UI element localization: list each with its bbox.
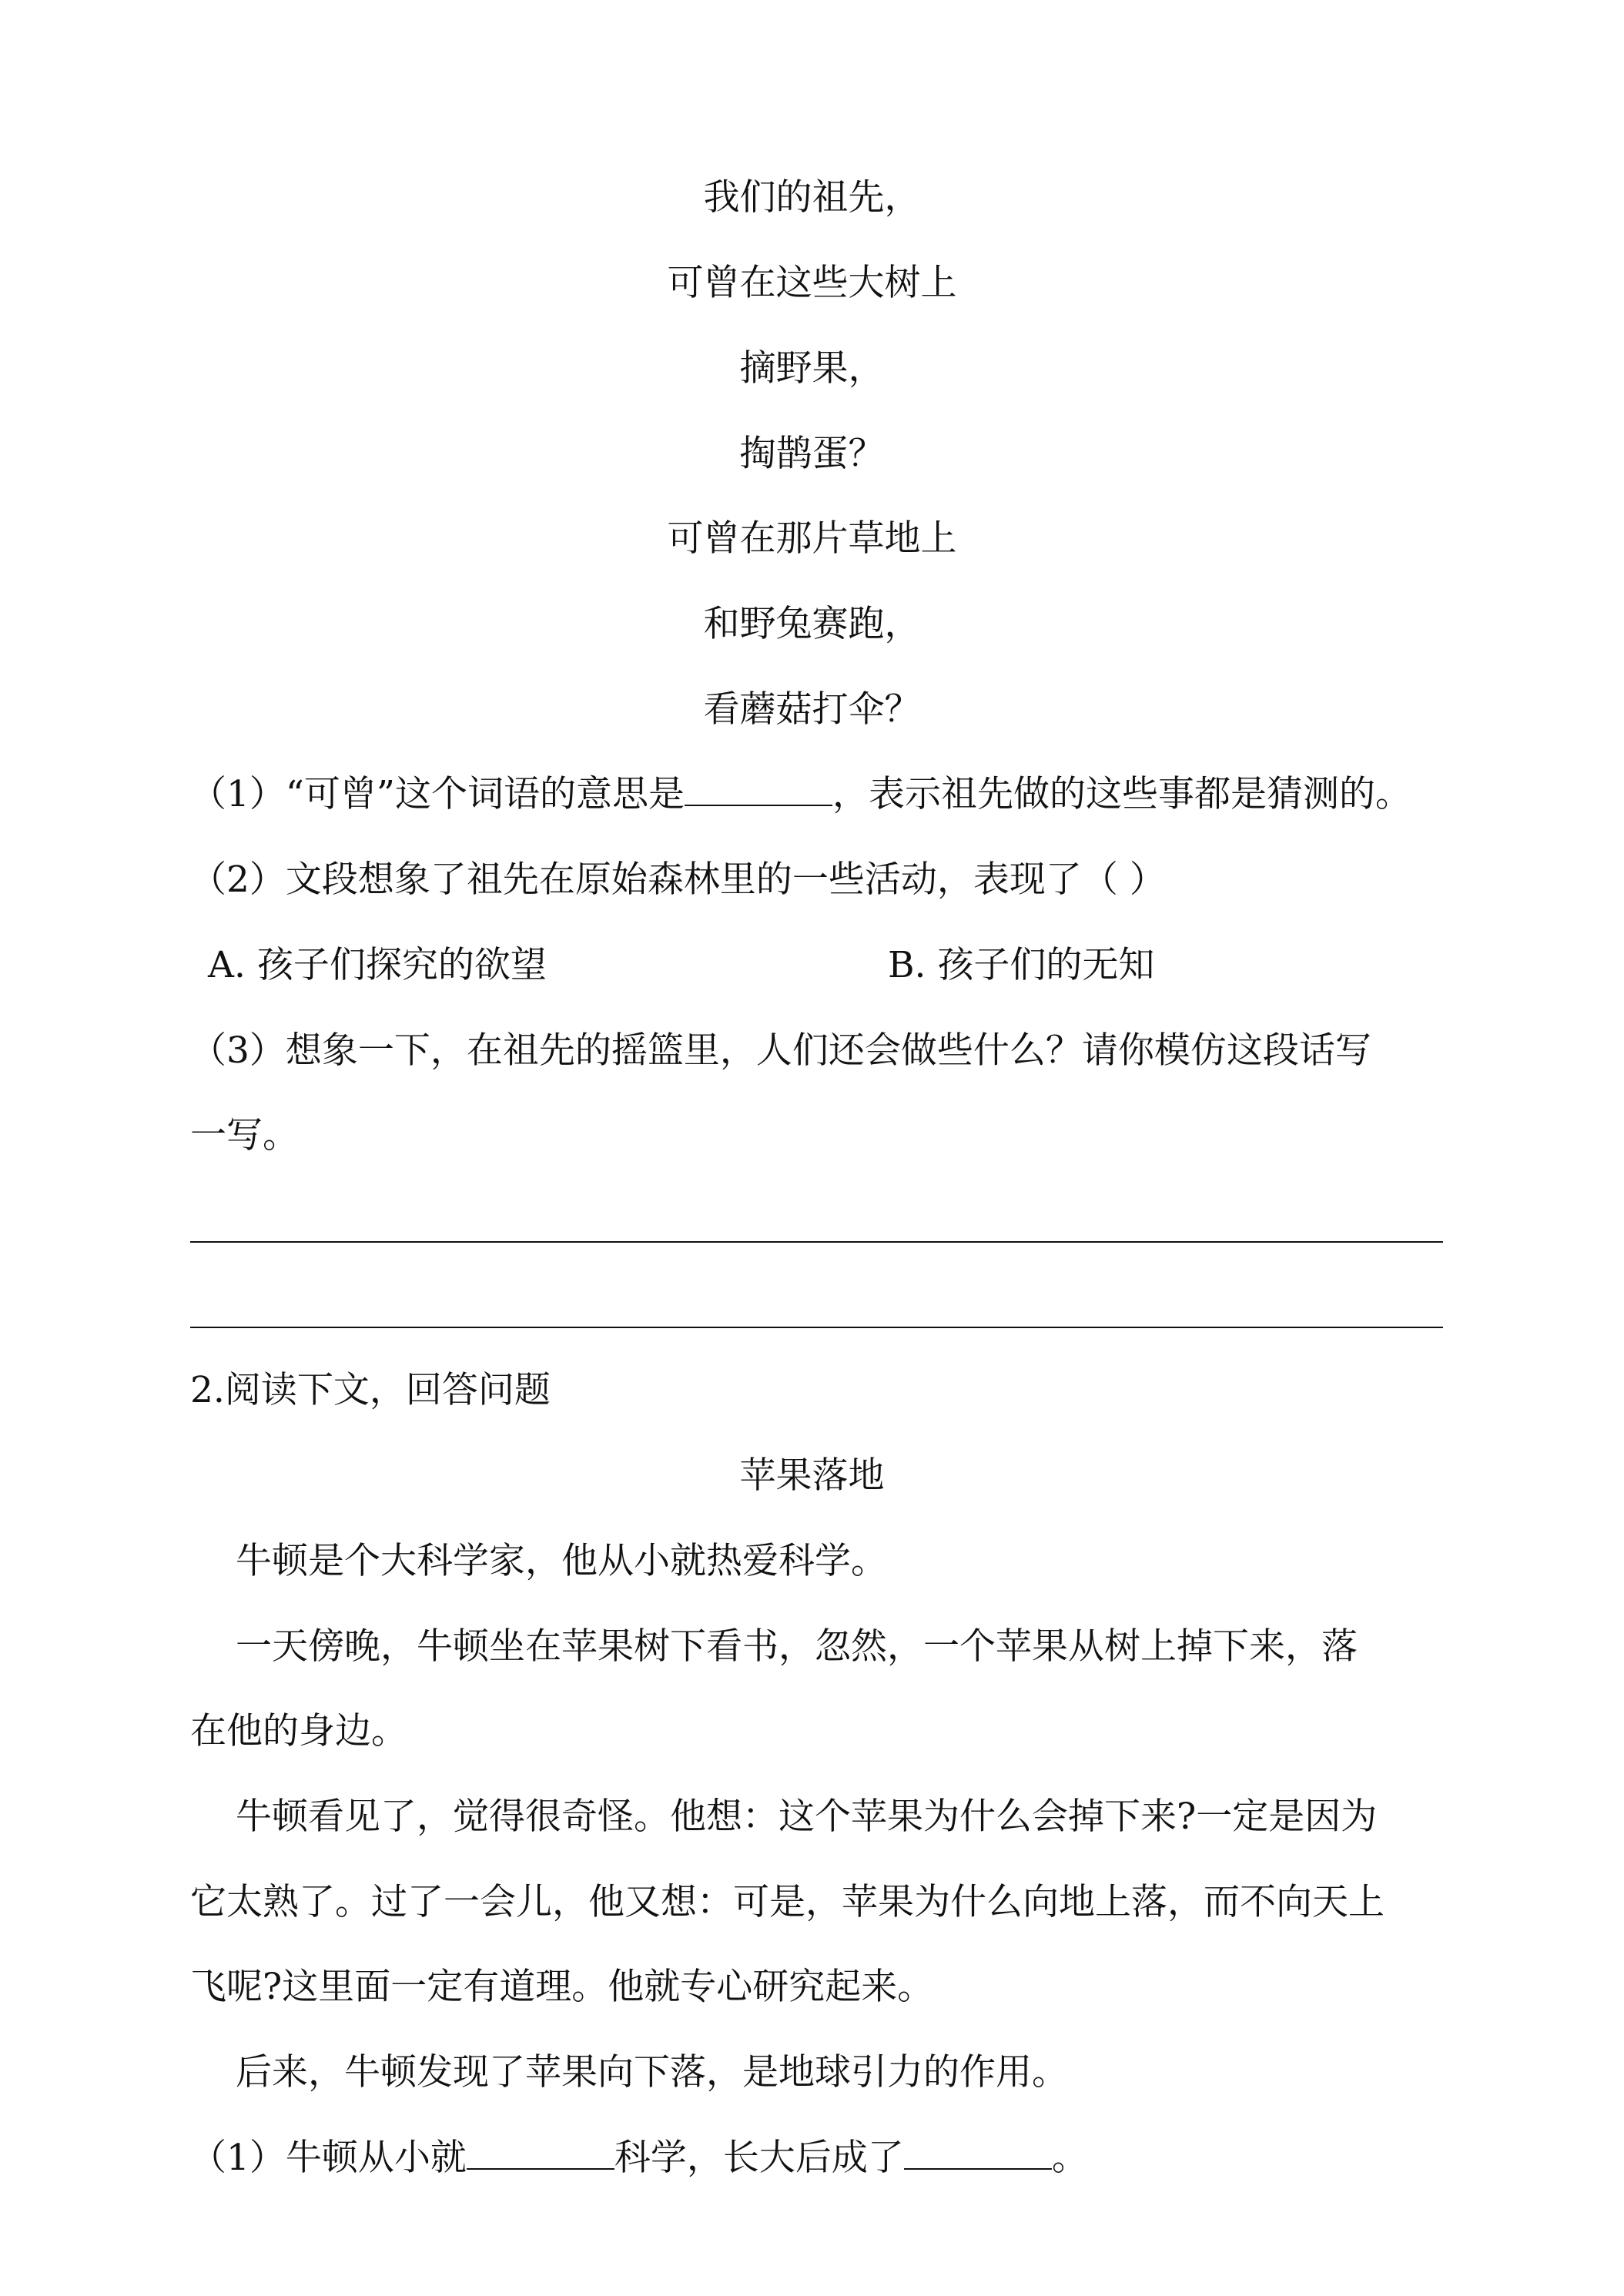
poem-line: 看蘑菇打伞？ xyxy=(703,688,921,731)
passage-title: 苹果落地 xyxy=(739,1454,885,1497)
passage-paragraph: 牛顿是个大科学家，他从小就热爱科学。 xyxy=(236,1540,887,1582)
question-text: （1）牛顿从小就 xyxy=(190,2137,467,2179)
question-1-2: （2）文段想象了祖先在原始森林里的一些活动，表现了（ ） xyxy=(190,858,1166,901)
answer-blank[interactable] xyxy=(685,774,832,806)
poem-line: 可曾在这些大树上 xyxy=(667,262,957,304)
question-text: （1）“可曾”这个词语的意思是 xyxy=(190,773,685,815)
option-a[interactable]: A. 孩子们探究的欲望 xyxy=(208,944,547,986)
answer-line[interactable] xyxy=(190,1241,1443,1243)
poem-line: 摘野果， xyxy=(739,347,885,390)
poem-line: 掏鹊蛋？ xyxy=(739,433,885,475)
question-text: ，表示祖先做的这些事都是猜测的。 xyxy=(832,773,1411,815)
answer-blank[interactable] xyxy=(467,2137,614,2170)
option-b[interactable]: B. 孩子们的无知 xyxy=(888,944,1155,986)
passage-paragraph: 一天傍晚，牛顿坐在苹果树下看书，忽然，一个苹果从树上掉下来，落 xyxy=(236,1625,1358,1668)
question-text: 科学，长大后成了 xyxy=(614,2137,904,2179)
answer-line[interactable] xyxy=(190,1327,1443,1328)
poem-line: 我们的祖先， xyxy=(703,176,921,219)
poem-line: 和野兔赛跑， xyxy=(703,603,921,645)
question-1-1 xyxy=(190,771,1411,818)
passage-paragraph: 牛顿看见了，觉得很奇怪。他想：这个苹果为什么会掉下来?一定是因为 xyxy=(236,1796,1378,1838)
question-1-3: （3）想象一下，在祖先的摇篮里，人们还会做些什么？请你模仿这段话写 xyxy=(190,1029,1371,1072)
passage-paragraph: 后来，牛顿发现了苹果向下落，是地球引力的作用。 xyxy=(236,2051,1068,2094)
question-2-heading: 2.阅读下文，回答问题 xyxy=(190,1369,551,1411)
passage-paragraph-cont: 它太熟了。过了一会儿，他又想：可是，苹果为什么向地上落，而不向天上 xyxy=(190,1881,1385,1923)
question-text: 。 xyxy=(1051,2137,1088,2179)
poem-line: 可曾在那片草地上 xyxy=(667,517,957,560)
passage-paragraph-cont: 在他的身边。 xyxy=(190,1710,407,1752)
question-1-3-cont: 一写。 xyxy=(190,1114,299,1156)
passage-paragraph-cont: 飞呢?这里面一定有道理。他就专心研究起来。 xyxy=(190,1966,934,2008)
question-2-1 xyxy=(190,2135,1088,2181)
answer-blank[interactable] xyxy=(904,2137,1052,2170)
